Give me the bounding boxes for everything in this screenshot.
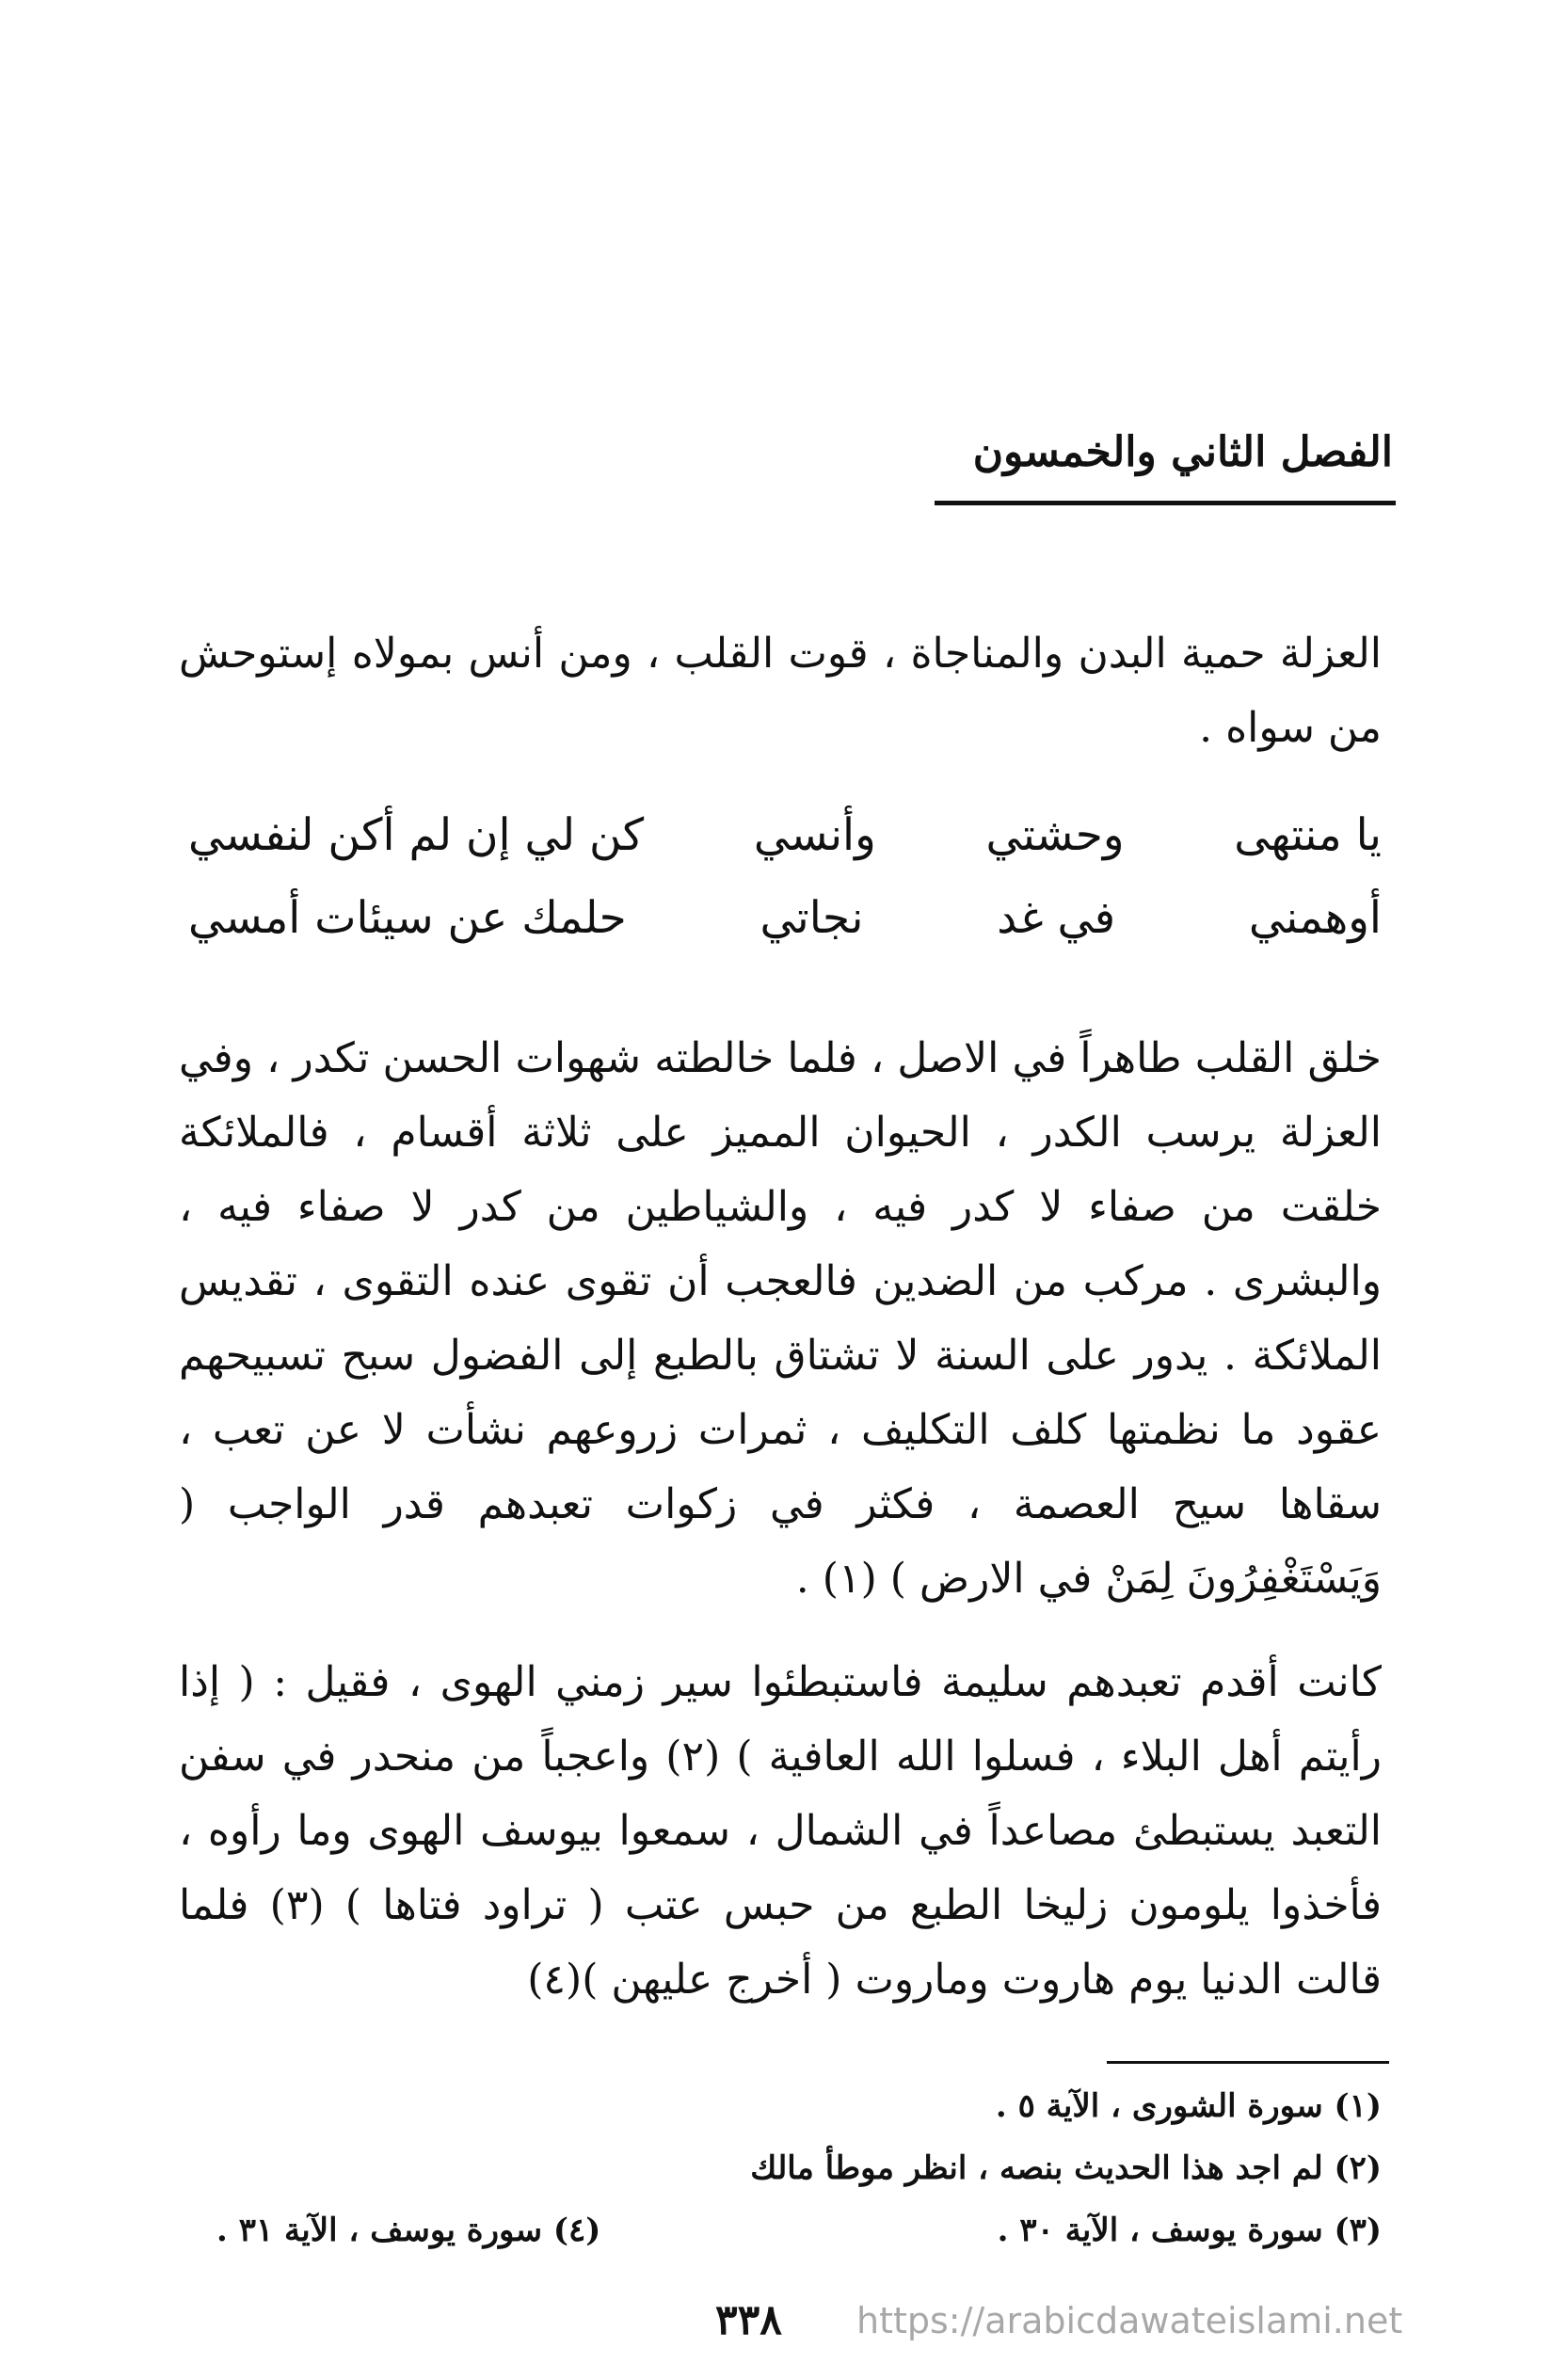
verse-line-2 [188, 892, 1382, 975]
title-underline [935, 501, 1396, 505]
verse-1-hemistich-left: كن لي إن لم أكن لنفسي [188, 809, 645, 861]
verse-2-hemistich-left: حلمك عن سيئات أمسي [188, 892, 627, 944]
watermark-url: https://arabicdawateislami.net [856, 2300, 1403, 2341]
paragraph-2: خلق القلب طاهراً في الاصل ، فلما خالطته شهوات الحسن تكدر ، وفي العزلة يرسب الكدر ، الحيوان المميز على ثلاثة أقسام ، فالملائكة خلقت من صفاء لا كدر فيه ، والشياطين من كدر لا صفاء فيه ، والبشرى . مركب من الضدين فالعجب أن تقوى عنده التقوى ، تقديس الملائكة . يدور على السنة لا تشتاق بالطبع إلى الفضول سبح تسبيحهم عقود ما نظمتها كلف التكليف ، ثمرات زروعهم نشأت لا عن تعب ، سقاها سيح العصمة ، فكثر في زكوات تعبدهم قدر الواجب ( وَيَسْتَغْفِرُونَ لِمَنْ في الارض ) (١) . [179, 1034, 1382, 1603]
paragraph-1: العزلة حمية البدن والمناجاة ، قوت القلب ، ومن أنس بمولاه إستوحش من سواه . [179, 630, 1382, 752]
footnote-1: (١) سورة الشورى ، الآية ٥ . [995, 2087, 1382, 2125]
chapter-title: الفصل الثاني والخمسون [972, 428, 1393, 476]
page-number: ٣٣٨ [715, 2296, 782, 2344]
footnote-separator [1107, 2061, 1389, 2064]
paragraph-3: كانت أقدم تعبدهم سليمة فاستبطئوا سير زمني الهوى ، فقيل : ( إذا رأيتم أهل البلاء ، فسلوا الله العافية ) (٢) واعجباً من منحدر في سفن التعبد يستبطئ مصاعداً في الشمال ، سمعوا بيوسف الهوى وما رأوه ، فأخذوا يلومون زليخا الطبع من حبس عتب ( تراود فتاها ) (٣) فلما قالت الدنيا يوم هاروت وماروت ( أخرج عليهن )(٤) [179, 1658, 1383, 2004]
footnote-row-3-4 [216, 2199, 1382, 2261]
verse-2-word-2: في غد [997, 892, 1116, 944]
verse-1-word-3: وأنسي [753, 809, 876, 861]
footnote-2: (٢) لم اجد هذا الحديث بنصه ، انظر موطأ مالك [750, 2149, 1382, 2187]
verse-line-1 [188, 809, 1382, 892]
footnote-4: (٤) سورة يوسف ، الآية ٣١ . [216, 2212, 601, 2249]
poem-verses [188, 809, 1382, 975]
footnote-3: (٣) سورة يوسف ، الآية ٣٠ . [997, 2212, 1382, 2249]
verse-2-hemistich-right: أوهمني [1248, 892, 1382, 944]
verse-1-hemistich-right: يا منتهى [1234, 809, 1382, 861]
footnotes [216, 2075, 1382, 2261]
verse-1-word-2: وحشتي [985, 809, 1125, 861]
verse-2-word-3: نجاتي [760, 892, 864, 944]
